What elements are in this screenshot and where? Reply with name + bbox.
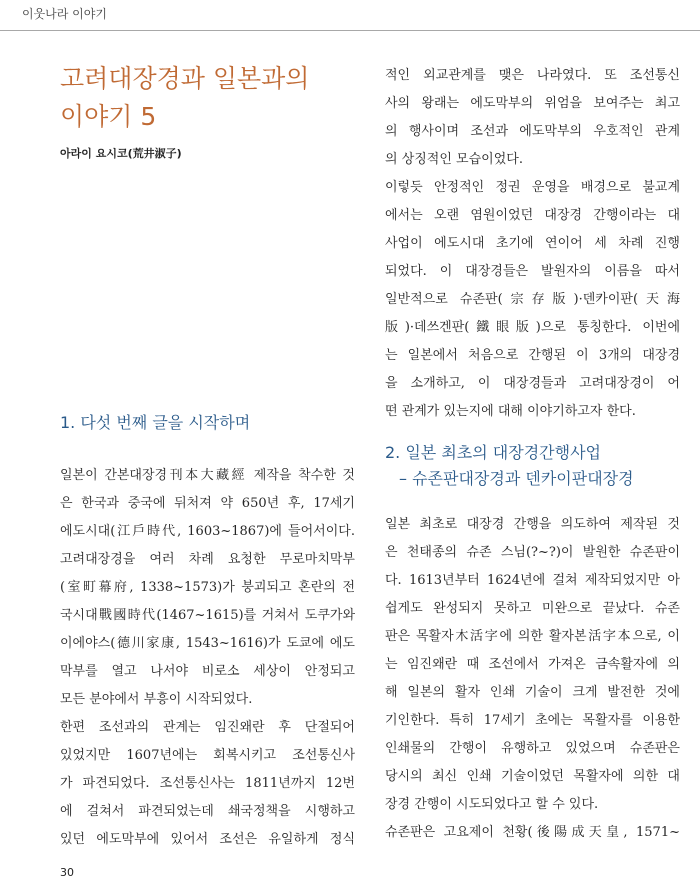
body-line: 기인한다. 특히 17세기 초에는 목활자를 이용한 [385,713,680,728]
body-line: 국시대戰國時代(1467~1615)를 거쳐서 도쿠가와 [60,608,355,623]
body-line: 모든 분야에서 부흥이 시작되었다. [60,692,253,707]
body-line: 인쇄물의 간행이 유행하고 있었으며 슈존판은 [385,741,680,756]
body-line: 쉽게도 완성되지 못하고 미완으로 끝났다. 슈존 [385,601,680,616]
body-line: 고려대장경을 여러 차례 요청한 무로마치막부 [60,552,355,567]
left-column-body [60,462,355,854]
body-line: 일본 최초로 대장경 간행을 의도하여 제작된 것 [385,517,680,532]
body-line: 가 파견되었다. 조선통신사는 1811년까지 12번 [60,776,355,791]
section-2-subheading: – 슈존판대장경과 덴카이판대장경 [399,469,634,488]
body-line: 일본이 간본대장경刊本大藏經 제작을 착수한 것 [60,468,355,483]
body-line: 있던 에도막부에 있어서 조선은 유일하게 정식 [60,832,355,847]
body-line: 의 행사이며 조선과 에도막부의 우호적인 관계 [385,124,680,139]
body-line: 일반적으로 슈존판(宗存版)·덴카이판(天海 [385,292,680,307]
body-line: 사의 왕래는 에도막부의 위엄을 보여주는 최고 [385,96,680,111]
section-2-heading: 2. 일본 최초의 대장경간행사업 [385,443,601,462]
header-divider [0,30,700,31]
running-header: 이웃나라 이야기 [22,7,107,21]
body-line: 있었지만 1607년에는 회복시키고 조선통신사 [60,748,355,763]
article-title-line-2: 이야기 5 [60,102,157,131]
body-line: 판은 목활자木活字에 의한 활자본活字本으로, 이 [385,629,680,644]
body-line: 막부를 열고 나서야 비로소 세상이 안정되고 [60,664,355,679]
body-line: 당시의 최신 인쇄 기술이었던 목활자에 의한 대 [385,769,680,784]
body-line: 版)·데쓰겐판(鐵眼版)으로 통칭한다. 이번에 [385,320,680,335]
body-line: 한편 조선과의 관계는 임진왜란 후 단절되어 [60,720,355,735]
body-line: 이에야스(德川家康, 1543~1616)가 도쿄에 에도 [60,636,355,651]
right-column-section-2-body [385,511,680,847]
body-line: 해 일본의 활자 인쇄 기술이 크게 발전한 것에 [385,685,680,700]
body-line: 다. 1613년부터 1624년에 걸쳐 제작되었지만 아 [385,573,680,588]
body-line: 은 한국과 중국에 뒤처져 약 650년 후, 17세기 [60,496,355,511]
body-line: 이렇듯 안정적인 정권 운영을 배경으로 불교계 [385,180,680,195]
body-line: 에 걸쳐서 파견되었는데 쇄국정책을 시행하고 [60,804,355,819]
body-line: 은 천태종의 슈존 스님(?~?)이 발원한 슈존판이 [385,545,680,560]
article-title [60,60,309,136]
body-line: 에서는 오랜 염원이었던 대장경 간행이라는 대 [385,208,680,223]
body-line: 되었다. 이 대장경들은 발원자의 이름을 따서 [385,264,680,279]
body-line: 에도시대(江戶時代, 1603~1867)에 들어서이다. [60,524,355,539]
section-1-heading: 1. 다섯 번째 글을 시작하며 [60,413,251,432]
page-number: 30 [60,866,74,879]
body-line: 는 일본에서 처음으로 간행된 이 3개의 대장경 [385,348,680,363]
body-line: 의 상징적인 모습이었다. [385,152,523,167]
body-line: (室町幕府, 1338~1573)가 붕괴되고 혼란의 전 [60,580,355,595]
body-line: 을 소개하고, 이 대장경들과 고려대장경이 어 [385,376,680,391]
body-line: 슈존판은 고요제이 천황(後陽成天皇, 1571~ [385,825,680,840]
body-line: 적인 외교관계를 맺은 나라였다. 또 조선통신 [385,68,680,83]
article-author: 아라이 요시코(荒井淑子) [60,147,182,160]
body-line: 는 임진왜란 때 조선에서 가져온 금속활자에 의 [385,657,680,672]
body-line: 사업이 에도시대 초기에 연이어 세 차례 진행 [385,236,680,251]
article-title-line-1: 고려대장경과 일본과의 [60,64,310,93]
body-line: 장경 간행이 시도되었다고 할 수 있다. [385,797,599,812]
body-line: 떤 관계가 있는지에 대해 이야기하고자 한다. [385,404,636,419]
right-column-intro [385,62,680,426]
